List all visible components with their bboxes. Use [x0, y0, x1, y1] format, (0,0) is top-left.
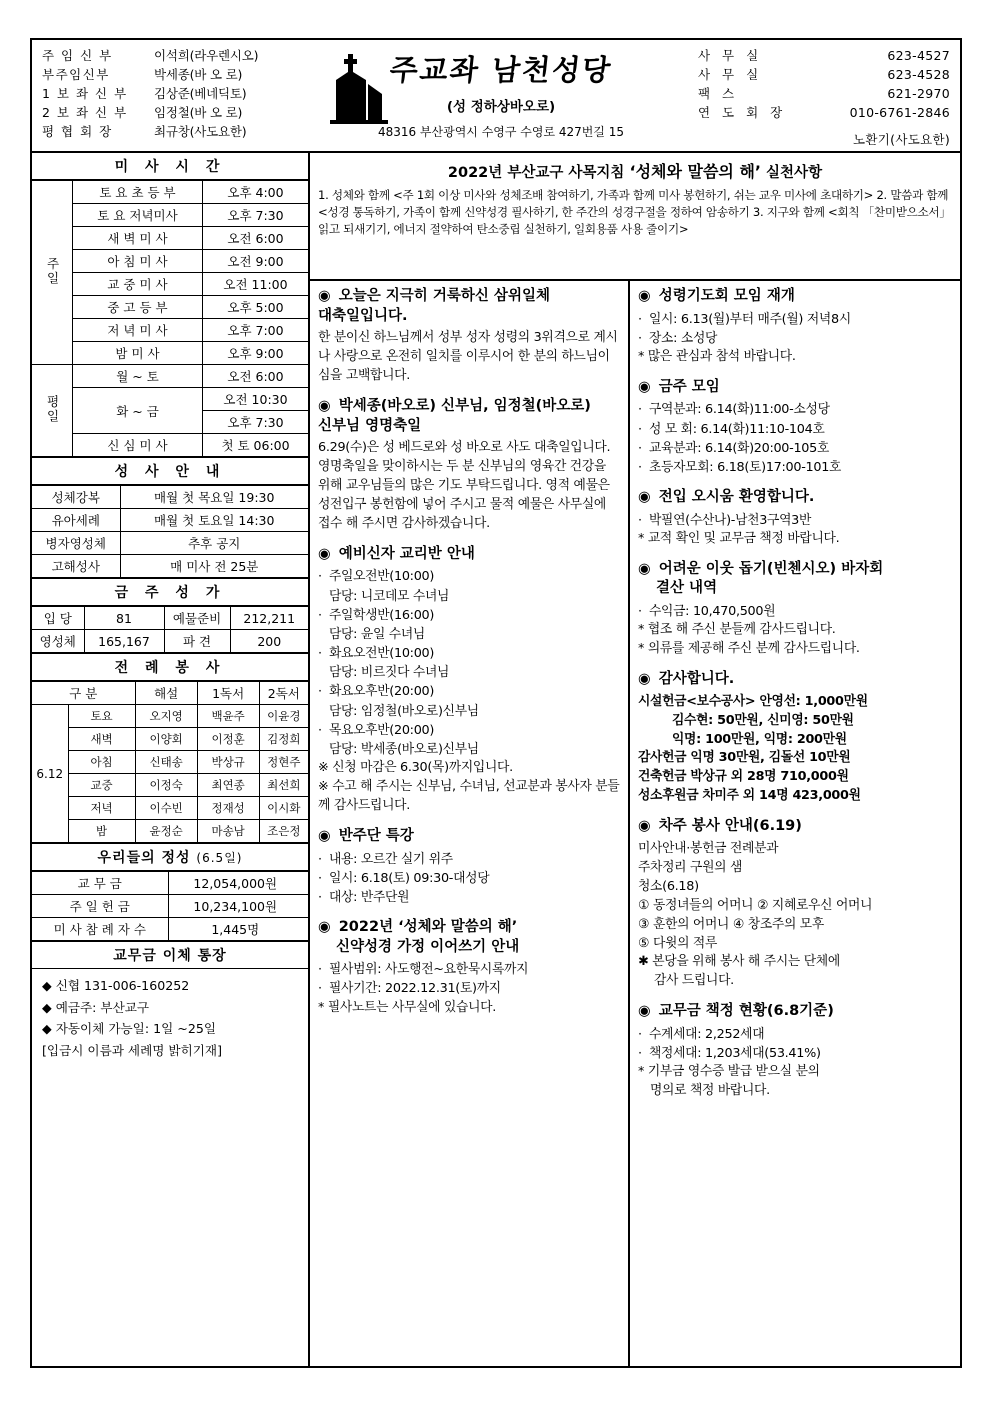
list-item-sub: 담당: 비르짓다 수녀님: [329, 665, 450, 681]
bible-copy-note: * 필사노트는 사무실에 있습니다.: [318, 999, 496, 1015]
article-heading: ◉ 박세종(바오로) 신부님, 임정철(바오로) 신부님 영명축일: [318, 397, 591, 434]
table-row: [32, 532, 308, 555]
list-item: · 초등자모회: 6.18(토)17:00-101호: [638, 460, 842, 475]
liturgy-cell: 이양회: [135, 728, 197, 751]
list-item: · 박필연(수산나)-남천3구역3반: [638, 512, 812, 528]
liturgy-table: [32, 681, 308, 843]
sacrament-section-title: 성 사 안 내: [32, 457, 308, 485]
bank-line: ◆ 자동이체 가능일: 1일 ~25일: [42, 1021, 217, 1037]
liturgy-cell: 오지영: [135, 705, 197, 728]
clergy-row: [42, 103, 304, 122]
pastoral-practice-box: [310, 153, 960, 281]
article-trinity: [318, 287, 620, 386]
catechumen-list: [318, 567, 620, 759]
liturgy-cell: 정재성: [197, 797, 259, 820]
mass-name: 새 벽 미 사: [73, 227, 203, 250]
article-prayer-group: [638, 287, 952, 367]
sacrament-table: [32, 485, 308, 578]
article-weekly-meetings: [638, 378, 952, 477]
prayer-group-list: [638, 310, 952, 348]
service-note: 감사 드립니다.: [654, 973, 734, 989]
page-title: 주교좌 남천성당: [387, 53, 614, 87]
right-column: [630, 281, 960, 1366]
clergy-row: [42, 122, 304, 141]
table-row: [32, 682, 308, 705]
article-service-schedule: [638, 817, 952, 991]
table-row: [32, 751, 308, 774]
liturgy-section-title: 전 례 봉 사: [32, 653, 308, 681]
bank-section-title: 교무금 이체 통장: [32, 941, 308, 969]
hymn-value: 81: [84, 607, 164, 630]
liturgy-cell: 조은정: [259, 820, 308, 843]
sacrament-value: 매월 첫 목요일 19:30: [120, 486, 308, 509]
contact-value: 621-2970: [887, 86, 950, 101]
liturgy-header: 1독서: [197, 682, 259, 705]
table-row: [32, 820, 308, 843]
articles-area: [310, 281, 960, 1366]
bazaar-list: [638, 602, 952, 621]
mass-name: 신 심 미 사: [73, 434, 203, 457]
table-row: [32, 895, 308, 918]
liturgy-cell: 이시화: [259, 797, 308, 820]
bank-line: [입금시 이름과 세례명 밝히기재]: [42, 1042, 222, 1058]
liturgy-cell: 박상규: [197, 751, 259, 774]
bullet-icon: ◉: [318, 288, 331, 304]
list-item-sub: 담당: 임정철(바오로)신부님: [329, 703, 479, 719]
mass-name: 교 중 미 사: [73, 273, 203, 296]
church-logo-icon: [326, 50, 392, 124]
accompanist-list: [318, 850, 620, 908]
table-row: [32, 342, 308, 365]
liturgy-cell: 마송남: [197, 820, 259, 843]
clergy-role: 평 협 회 장: [42, 124, 113, 139]
liturgy-cell: 최연종: [197, 774, 259, 797]
liturgy-cell: 정현주: [259, 751, 308, 774]
article-heading: ◉ 2022년 ‘성체와 말씀의 해’ 신약성경 가정 이어쓰기 안내: [318, 919, 520, 955]
mass-time: 오후 7:30: [203, 411, 309, 434]
table-row: [32, 774, 308, 797]
liturgy-slot: 아침: [68, 751, 135, 774]
table-row: [32, 705, 308, 728]
hymn-value: 212,211: [230, 607, 308, 630]
clergy-row: [42, 65, 304, 84]
parish-subtitle: (성 정하상바오로): [446, 99, 556, 115]
service-note: ✱ 본당을 위해 봉사 해 주시는 단체에: [638, 954, 840, 970]
article-heading: ◉ 교무금 책정 현황(6.8기준): [638, 1003, 834, 1020]
hymn-key: 입 당: [32, 607, 84, 630]
article-bazaar: [638, 560, 952, 659]
mass-time: 오전 9:00: [203, 250, 309, 273]
service-item: ⑤ 다윗의 적루: [638, 935, 718, 951]
contact-person: 노환기(사도요한): [853, 132, 950, 147]
middle-column: [310, 281, 630, 1366]
list-item: · 대상: 반주단원: [318, 889, 410, 905]
article-newcomer: [638, 488, 952, 549]
list-item-sub: 담당: 니코데모 수녀님: [329, 588, 450, 604]
list-item: · 화요오전반(10:00): [318, 646, 435, 662]
article-thanks: [638, 670, 952, 806]
practice-body: 1. 성체와 함께 <주 1회 이상 미사와 성체조배 참여하기, 가족과 함께 미사 봉헌하기, 쉬는 교우 미사에 초대하기> 2. 말씀과 함께 <성경 통독하기, 가족이 함께 신약성경 필사하기, 한 주간의 성경구절을 정하여 암송하기 3. 지구와 함께 <회칙 「찬미받으소서」 읽고 되새기기, 에너지 절약하여 탄소중립 실천하기, 일회용품 사용 줄이기>: [318, 188, 951, 236]
list-item: · 일시: 6.18(토) 09:30-대성당: [318, 870, 490, 886]
contact-label: 팩 스: [698, 86, 739, 101]
contact-row: [698, 46, 950, 65]
donation-name: 주 일 헌 금: [32, 895, 168, 918]
clergy-role: 2 보 좌 신 부: [42, 105, 128, 120]
list-item: · 화요오후반(20:00): [318, 684, 435, 700]
hymn-value: 200: [230, 630, 308, 653]
bullet-icon: ◉: [318, 919, 331, 936]
bazaar-note: * 협조 해 주신 분들께 감사드립니다.: [638, 622, 836, 638]
list-item: · 책정세대: 1,203세대(53.41%): [638, 1046, 821, 1062]
contact-value: 623-4528: [887, 67, 950, 82]
bible-copy-list: [318, 960, 620, 998]
list-item: · 장소: 소성당: [638, 330, 718, 346]
newcomer-note: * 교적 확인 및 교무금 책정 바랍니다.: [638, 530, 840, 546]
list-item: · 수익금: 10,470,500원: [638, 604, 776, 619]
article-catechumen: [318, 545, 620, 816]
donation-value: 12,054,000원: [168, 872, 308, 895]
thanks-line: 김수현: 50만원, 신미영: 50만원: [672, 712, 854, 728]
article-heading: ◉ 어려운 이웃 돕기(빈첸시오) 바자회 결산 내역: [638, 560, 884, 597]
bank-line: ◆ 예금주: 부산교구: [42, 999, 150, 1015]
contact-row: [698, 103, 950, 122]
table-row: [32, 630, 308, 653]
liturgy-header: 해설: [135, 682, 197, 705]
mass-name: 화 ~ 금: [73, 388, 203, 434]
mass-time: 오전 6:00: [203, 227, 309, 250]
bank-info: [32, 969, 308, 1068]
list-item: · 주일오전반(10:00): [318, 569, 435, 585]
catechumen-note: ※ 신청 마감은 6.30(목)까지입니다.: [318, 760, 513, 776]
liturgy-slot: 밤: [68, 820, 135, 843]
liturgy-slot: 교중: [68, 774, 135, 797]
table-row: [32, 365, 308, 388]
table-row: [32, 918, 308, 941]
article-heading: ◉ 차주 봉사 안내(6.19): [638, 818, 802, 835]
hymn-value: 165,167: [84, 630, 164, 653]
clergy-row: [42, 46, 304, 65]
mass-time: 오후 9:00: [203, 342, 309, 365]
donation-name: 교 무 금: [32, 872, 168, 895]
article-heading: ◉ 예비신자 교리반 안내: [318, 545, 475, 562]
clergy-name: 이석희(라우렌시오): [154, 48, 259, 63]
donation-table: [32, 871, 308, 941]
service-line: 주차정리 구원의 샘: [638, 859, 743, 875]
sacrament-name: 고해성사: [32, 555, 120, 578]
bullet-icon: ◉: [318, 828, 331, 844]
sacrament-name: 유아세례: [32, 509, 120, 532]
liturgy-cell: 이윤경: [259, 705, 308, 728]
clergy-row: [42, 84, 304, 103]
hymn-table: [32, 606, 308, 653]
article-heading: ◉ 반주단 특강: [318, 828, 414, 844]
bullet-icon: ◉: [638, 818, 651, 835]
budget-note: 명의로 책정 바랍니다.: [650, 1083, 770, 1099]
list-item: · 일시: 6.13(월)부터 매주(월) 저녁8시: [638, 311, 851, 327]
list-item: · 구역분과: 6.14(화)11:00-소성당: [638, 402, 830, 418]
table-row: [32, 227, 308, 250]
hymn-key: 예물준비: [164, 607, 230, 630]
table-row: [32, 509, 308, 532]
service-item: ③ 훈한의 어머니 ④ 창조주의 모후: [638, 916, 824, 932]
bullet-icon: ◉: [638, 1003, 651, 1020]
clergy-name: 임정철(바 오 로): [154, 105, 243, 120]
thanks-line: 건축헌금 박상규 외 28명 710,000원: [638, 769, 849, 785]
table-row: [32, 728, 308, 751]
article-bible-copy: [318, 918, 620, 1017]
article-heading: ◉ 감사합니다.: [638, 671, 735, 688]
service-item: ① 동정녀들의 어머니 ② 지혜로우신 어머니: [638, 897, 873, 913]
bulletin-body: [32, 153, 960, 1366]
prayer-group-note: * 많은 관심과 참석 바랍니다.: [638, 348, 796, 364]
mass-name: 저 녁 미 사: [73, 319, 203, 342]
contact-label: 사 무 실: [698, 67, 763, 82]
mass-time: 오후 7:00: [203, 319, 309, 342]
table-row: [32, 181, 308, 204]
table-row: [32, 555, 308, 578]
mass-time: 첫 토 06:00: [203, 434, 309, 457]
table-row: [32, 319, 308, 342]
right-side: [310, 153, 960, 1366]
liturgy-cell: 김정희: [259, 728, 308, 751]
clergy-role: 1 보 좌 신 부: [42, 86, 128, 101]
bank-line: ◆ 신협 131-006-160252: [42, 978, 190, 993]
mass-time: 오전 11:00: [203, 273, 309, 296]
thanks-line: 감사헌금 익명 30만원, 김돌선 10만원: [638, 750, 851, 766]
bazaar-note: * 의류를 제공해 주신 분께 감사드립니다.: [638, 641, 860, 657]
clergy-name: 최규창(사도요한): [154, 124, 247, 139]
budget-note: * 기부금 영수증 발급 받으실 분의: [638, 1064, 820, 1080]
title-block: [304, 46, 698, 149]
thanks-line: 성소후원금 차미주 외 14명 423,000원: [638, 788, 861, 804]
liturgy-cell: 윤정순: [135, 820, 197, 843]
article-accompanist: [318, 827, 620, 907]
list-item-sub: 담당: 윤일 수녀님: [329, 626, 425, 642]
bullet-icon: ◉: [638, 378, 651, 395]
contact-label: 연 도 회 장: [698, 105, 787, 120]
list-item: · 주일학생반(16:00): [318, 607, 435, 623]
liturgy-date: 6.12: [32, 705, 68, 843]
list-item: · 교육분과: 6.14(화)20:00-105호: [638, 440, 830, 456]
table-row: [32, 607, 308, 630]
table-row: [32, 273, 308, 296]
mass-time: 오후 5:00: [203, 296, 309, 319]
bullet-icon: ◉: [638, 288, 651, 304]
mass-name: 아 침 미 사: [73, 250, 203, 273]
article-heading: ◉ 금주 모임: [638, 378, 720, 395]
hymn-key: 영성체: [32, 630, 84, 653]
liturgy-cell: 신태송: [135, 751, 197, 774]
bulletin-frame: [30, 38, 962, 1368]
liturgy-cell: 최선희: [259, 774, 308, 797]
liturgy-slot: 토요: [68, 705, 135, 728]
hymn-section-title: 금 주 성 가: [32, 578, 308, 606]
donation-value: 1,445명: [168, 918, 308, 941]
newcomer-list: [638, 511, 952, 530]
table-row: [32, 204, 308, 227]
clergy-name: 김상준(베네딕토): [154, 86, 247, 101]
mass-time: 오후 4:00: [203, 181, 309, 204]
sacrament-value: 매월 첫 토요일 14:30: [120, 509, 308, 532]
hymn-key: 파 견: [164, 630, 230, 653]
masthead: [32, 40, 960, 153]
left-column: [32, 153, 310, 1366]
mass-time: 오전 6:00: [203, 365, 309, 388]
article-heading: ◉ 전입 오시움 환영합니다.: [638, 489, 815, 506]
list-item: · 수계세대: 2,252세대: [638, 1026, 765, 1042]
list-item: · 내용: 오르간 실기 위주: [318, 851, 453, 867]
article-body: 6.29(수)은 성 베드로와 성 바오로 사도 대축일입니다. 영명축일을 맞이하시는 두 분 신부님의 영육간 건강을 위해 교우님들의 많은 기도 부탁드립니다. 영적 예물은 성전입구 봉헌함에 넣어 주시고 물적 예물은 사무실에 접수 해 주시면 감사하겠습니다.: [318, 440, 611, 531]
table-row: [32, 388, 308, 411]
liturgy-slot: 새벽: [68, 728, 135, 751]
meeting-list: [638, 400, 952, 477]
mass-group-weekday: 평일: [32, 365, 73, 457]
bullet-icon: ◉: [638, 560, 651, 577]
table-row: [32, 434, 308, 457]
mass-name: 밤 미 사: [73, 342, 203, 365]
contact-label: 사 무 실: [698, 48, 763, 63]
liturgy-cell: 백윤주: [197, 705, 259, 728]
bullet-icon: ◉: [318, 397, 331, 414]
list-item: · 목요오후반(20:00): [318, 722, 435, 738]
clergy-list: [36, 46, 304, 149]
list-item: · 필사기간: 2022.12.31(토)까지: [318, 981, 501, 997]
service-line: 미사안내·봉헌금 전례분과: [638, 840, 779, 856]
table-row: [32, 797, 308, 820]
practice-title: 2022년 부산교구 사목지침 ‘성체와 말씀의 해’ 실천사항: [447, 162, 823, 181]
liturgy-cell: 이수빈: [135, 797, 197, 820]
sacrament-value: 추후 공지: [120, 532, 308, 555]
bullet-icon: ◉: [318, 545, 331, 562]
list-item-sub: 담당: 박세종(바오로)신부님: [329, 742, 479, 757]
mass-name: 중 고 등 부: [73, 296, 203, 319]
table-row: [32, 250, 308, 273]
article-budget: [638, 1002, 952, 1101]
thanks-line: 익명: 100만원, 익명: 200만원: [672, 731, 847, 747]
contact-value: 623-4527: [887, 48, 950, 63]
donation-section-title: 우리들의 정성 (6.5일): [32, 843, 308, 871]
article-heading: ◉ 오늘은 지극히 거룩하신 삼위일체 대축일입니다.: [318, 288, 550, 324]
liturgy-cell: 이정훈: [197, 728, 259, 751]
donation-name: 미 사 참 례 자 수: [32, 918, 168, 941]
donation-value: 10,234,100원: [168, 895, 308, 918]
article-heading: ◉ 성령기도회 모임 재개: [638, 288, 795, 304]
table-row: [32, 486, 308, 509]
liturgy-slot: 저녁: [68, 797, 135, 820]
liturgy-header: 2독서: [259, 682, 308, 705]
table-row: [32, 296, 308, 319]
sacrament-name: 성체강복: [32, 486, 120, 509]
contact-row: [698, 65, 950, 84]
budget-list: [638, 1025, 952, 1063]
list-item: · 성 모 회: 6.14(화)11:10-104호: [638, 421, 825, 437]
thanks-line: 시설헌금<보수공사> 안영선: 1,000만원: [638, 693, 868, 709]
bullet-icon: ◉: [638, 489, 651, 506]
article-feast-day: [318, 397, 620, 534]
list-item: · 필사범위: 사도행전~요한묵시록까지: [318, 962, 529, 978]
mass-name: 토 요 저녁미사: [73, 204, 203, 227]
parish-address: 48316 부산광역시 수영구 수영로 427번길 15: [377, 125, 625, 139]
table-row: [32, 872, 308, 895]
mass-name: 토 요 초 등 부: [73, 181, 203, 204]
mass-time-table: [32, 180, 308, 457]
sacrament-value: 매 미사 전 25분: [120, 555, 308, 578]
article-body: 한 분이신 하느님께서 성부 성자 성령의 3위격으로 계시나 사랑으로 온전히 일치를 이루시어 한 분의 하느님이심을 고백합니다.: [318, 330, 618, 383]
contact-list: [698, 46, 956, 149]
contact-value: 010-6761-2846: [849, 105, 950, 120]
bullet-icon: ◉: [638, 671, 651, 688]
mass-group-sunday: 주일: [32, 181, 73, 365]
liturgy-header: 구 분: [32, 682, 135, 705]
catechumen-note: ※ 수고 해 주시는 신부님, 수녀님, 선교분과 봉사자 분들께 감사드립니다.: [318, 779, 620, 814]
clergy-name: 박세종(바 오 로): [154, 67, 243, 82]
sacrament-name: 병자영성체: [32, 532, 120, 555]
clergy-role: 주 임 신 부: [42, 48, 113, 63]
mass-time: 오후 7:30: [203, 204, 309, 227]
service-line: 청소(6.18): [638, 878, 699, 894]
clergy-role: 부주임신부: [42, 67, 110, 82]
mass-name: 월 ~ 토: [73, 365, 203, 388]
liturgy-cell: 이정숙: [135, 774, 197, 797]
contact-row: [698, 84, 950, 103]
mass-time: 오전 10:30: [203, 388, 309, 411]
mass-section-title: 미 사 시 간: [32, 153, 308, 180]
